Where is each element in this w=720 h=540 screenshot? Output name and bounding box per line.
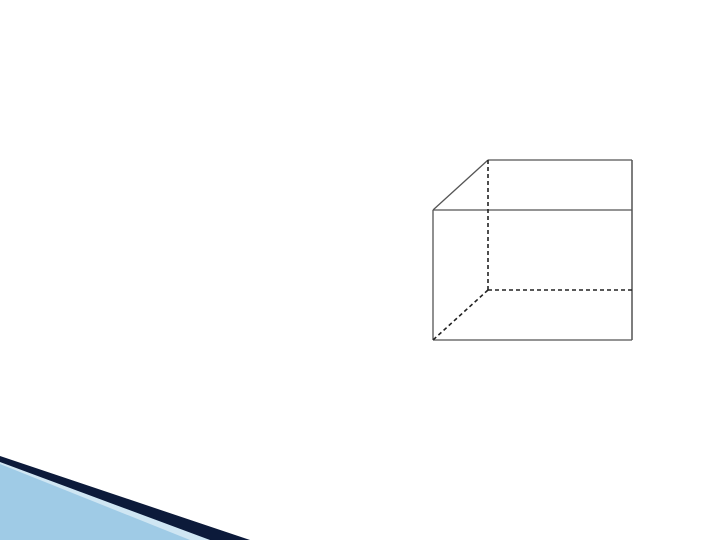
edge-EH <box>433 160 488 210</box>
edge-DA <box>433 290 488 340</box>
cube-edges <box>433 160 632 340</box>
hidden-edges <box>433 160 632 340</box>
decorative-swoosh <box>0 450 720 540</box>
cube-figure <box>408 134 664 362</box>
